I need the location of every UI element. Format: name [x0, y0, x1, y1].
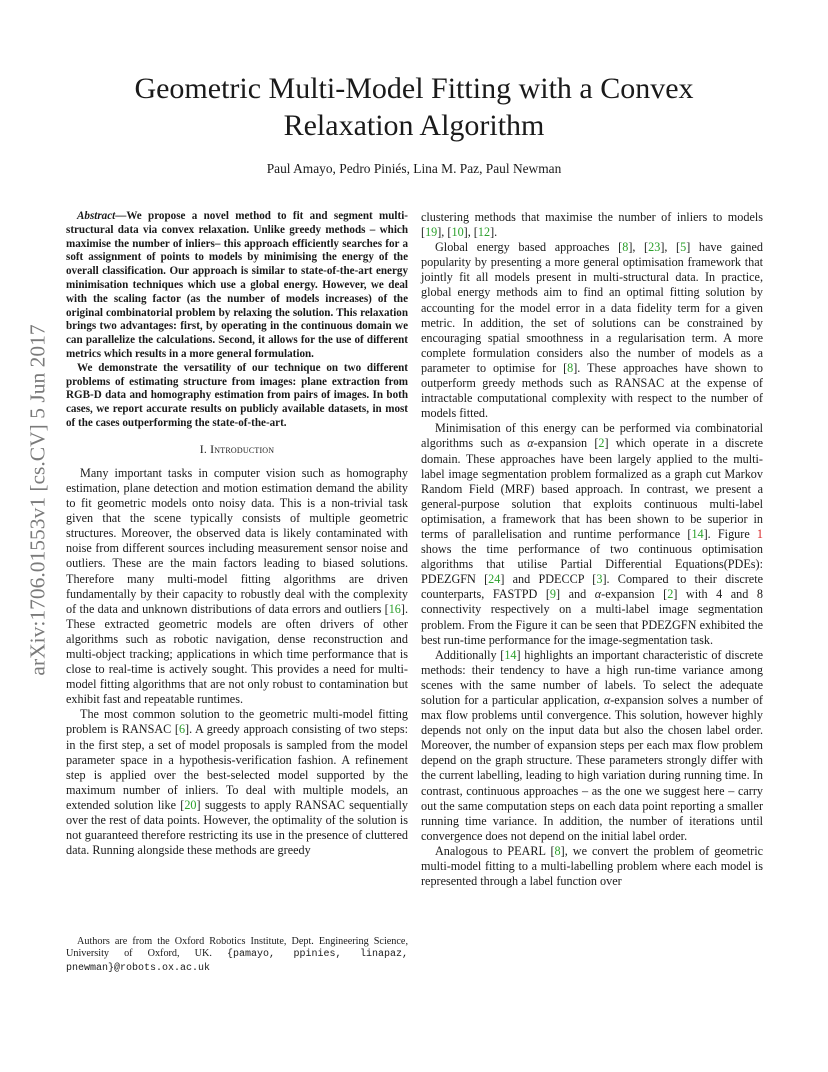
author-emails: {pamayo, ppinies, linapaz, pnewman}@robots.ox.ac.uk [66, 949, 408, 974]
intro-paragraph-2: The most common solution to the geometric multi-model fitting problem is RANSAC [6]. A greedy approach consisting of two steps: in the first step, a set of model proposals is sampled from the model parameter space in a hypothesis-verification fashion. A refinement step is applied over the best-selected model supported by the maximum number of inliers. To deal with multiple models, an extended solution like [20] suggests to apply RANSAC sequentially over the rest of data points. However, the optimality of the solution is not guaranteed therefore restricting its use in the presence of cluttered data. Running alongside these methods are greedy [66, 707, 408, 858]
intro-paragraph-2-continued: clustering methods that maximise the number of inliers to models [19], [10], [12]. [421, 210, 763, 240]
abstract [66, 210, 408, 431]
citation[interactable]: 12 [477, 225, 491, 240]
citation[interactable]: 2 [667, 587, 674, 602]
right-column [421, 210, 763, 889]
intro-paragraph-4: Minimisation of this energy can be performed via combinatorial algorithms such as α-expansion [2] which operate in a discrete domain. These approaches have been largely applied to the multi-label image segmentation problem formalized as a graph cut Markov Random Field (MRF) based approach. In contrast, we present a general-purpose solution that exploits continuous multi-label optimisation, a framework that has been shown to be superior in terms of parallelisation and runtime performance [14]. Figure 1 shows the time performance of two continuous optimisation algorithms that utilise Partial Differential Equations(PDEs): PDEZGFN [24] and PDECCP [3]. Compared to their discrete counterparts, FASTPD [9] and α-expansion [2] with 4 and 8 connectivity respectively on a multi-label image segmentation problem. From the Figure it can be seen that PDEZGFN exhibited the best run-time performance for the image-segmentation task. [421, 421, 763, 647]
title-line-2: Relaxation Algorithm [283, 109, 545, 142]
section-heading-introduction: I. Introduction [199, 441, 275, 456]
citation[interactable]: 19 [425, 225, 438, 240]
intro-paragraph-3: Global energy based approaches [8], [23], [5] have gained popularity by presenting a more general optimisation framework that jointly fit all models present in multi-structural data. In practice, global energy methods aim to find an optimal fitting solution by accounting for the model error in a data fidelity term for a given metric. In addition, the set of solutions can be constrained by encouraging spatial smoothness in a regularisation term. A more complete formulation considers also the number of models as a parameter to optimise for [8]. These approaches have shown to outperform greedy methods such as RANSAC at the expense of intractable computational complexity with respect to the number of models fitted. [421, 240, 764, 421]
paper-title [100, 70, 728, 144]
citation[interactable]: 23 [648, 240, 661, 255]
citation[interactable]: 3 [596, 572, 603, 587]
left-column [66, 210, 408, 858]
intro-paragraph-1: Many important tasks in computer vision such as homography estimation, plane detection and motion estimation demand the ability to fit geometric models onto noisy data. This is a non-trivial task given that the scene typically consists of multiple geometric structures. Moreover, the observed data is likely contaminated with noise from different sources including measurement sensor noise and outliers. These are the main factors leading to biased solutions. Therefore many multi-model fitting algorithms are driven fundamentally by their capacity to robustly deal with the complexity of the data and unknown distributions of data errors and outliers [16]. These extracted geometric models are often drivers of other algorithms such as robotic navigation, dense reconstruction and multi-object tracking; applications in which time performance that is close to real-time is actively sought. This provides a need for multi-model fitting algorithms that are not only robust to contamination but exhibit fast and repeatable runtimes. [66, 465, 408, 707]
citation[interactable]: 14 [504, 647, 517, 662]
citation[interactable]: 9 [549, 587, 556, 602]
citation[interactable]: 2 [598, 436, 605, 451]
author-affiliation-footnote: Authors are from the Oxford Robotics Institute, Dept. Engineering Science, University of Oxford, UK. {pamayo, ppinies, linapaz, pnewman}@robots.ox.ac.uk [66, 936, 408, 974]
citation[interactable]: 24 [488, 572, 501, 587]
citation[interactable]: 16 [388, 601, 401, 616]
abstract-paragraph-1: —We propose a novel method to fit and segment multi-structural data via convex relaxation. Unlike greedy methods – which maximise the number of inliers– this approach efficiently searches for a soft assignment of points to models by minimising the energy of the overall classification. Our approach is similar to state-of-the-art energy minimisation techniques which use a global energy. However, we deal with the scaling factor (as the number of models increases) of the original combinatorial problem by relaxing the solution. This relaxation brings two advantages: first, by operating in the continuous domain we can parallelize the calculations. Second, it allows for the use of different metrics which results in a more general formulation. [66, 210, 408, 360]
abstract-paragraph-2: We demonstrate the versatility of our technique on two different problems of estimating structure from images: plane extraction from RGB-D data and homography estimation from pairs of images. In both cases, we report accurate results on publicly available datasets, in most of the cases outperforming the state-of-the-art. [66, 361, 408, 429]
citation[interactable]: 14 [691, 526, 704, 541]
citation[interactable]: 8 [567, 360, 574, 375]
title-line-1: Geometric Multi-Model Fitting with a Convex [134, 72, 694, 105]
citation[interactable]: 6 [178, 722, 186, 737]
citation[interactable]: 8 [554, 843, 561, 858]
arxiv-stamp: arXiv:1706.01553v1 [cs.CV] 5 Jun 2017 [25, 324, 50, 676]
figure-reference[interactable]: 1 [756, 526, 763, 541]
citation[interactable]: 8 [622, 240, 629, 255]
citation[interactable]: 5 [680, 240, 687, 255]
citation[interactable]: 20 [184, 797, 197, 812]
citation[interactable]: 10 [451, 225, 464, 240]
intro-paragraph-6: Analogous to PEARL [8], we convert the problem of geometric multi-model fitting to a multi-labelling problem where each model is represented through a label function over [421, 843, 763, 889]
intro-paragraph-5: Additionally [14] highlights an important characteristic of discrete methods: their tendency to have a high run-time variance among scenes with the same number of labels. To select the adequate solution for a particular application, α-expansion solves a number of max flow problems until convergence. This solution, however highly depends not only on the input data but also the chosen label order. Moreover, the number of expansion steps per each max flow problem depend on the graph structure. These parameters strongly differ with the current labelling, leading to high variation during running time. In contrast, continuous approaches – as the one we suggest here – carry out the same computation steps on each data point reporting a smaller running time variance. In addition, the number of iterations until convergence does not depend on the initial label order. [421, 647, 763, 843]
abstract-label: Abstract [77, 210, 116, 222]
author-list: Paul Amayo, Pedro Piniés, Lina M. Paz, Paul Newman [266, 161, 562, 176]
